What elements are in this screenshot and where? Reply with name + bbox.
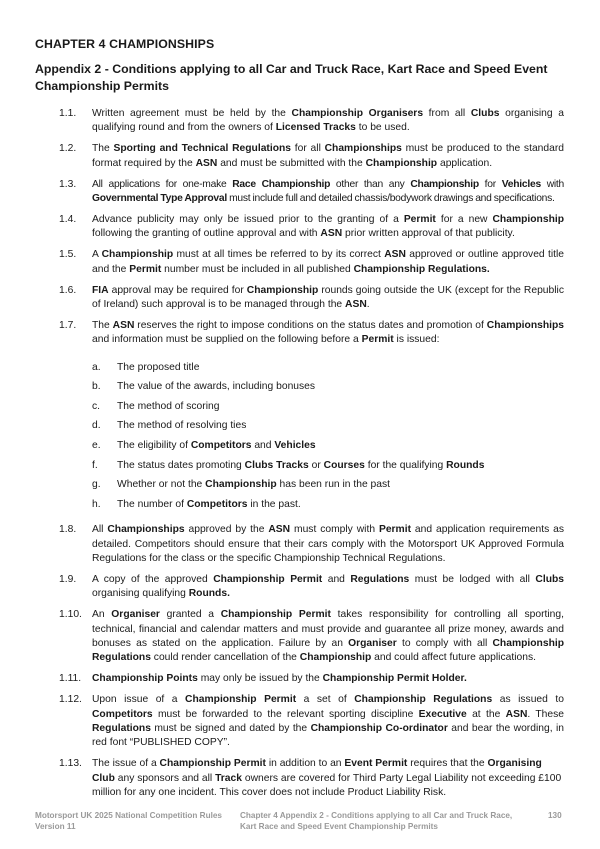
defined-term: Championship [365,157,438,169]
text-run: An [92,609,112,621]
clause-number: 1.1. [59,108,77,119]
text-run: organising qualifying [92,588,189,600]
text-run: or [308,459,324,471]
clause-text [92,319,564,348]
sub-item-text [117,498,301,512]
defined-term: ASN [384,249,406,261]
defined-term: Championship Permit [159,758,266,770]
footer-rulebook [35,810,235,832]
text-run: rounds going outside the UK (except for the Republic of Ireland) such approval is to be managed through the [92,284,564,310]
text-run: to be used. [355,122,410,134]
chapter-title: CHAPTER 4 CHAMPIONSHIPS [35,37,215,51]
text-run: and must be submitted with the [217,157,366,169]
clause-text [92,107,564,136]
defined-term: Clubs [470,108,500,119]
text-run: The proposed title [117,361,200,373]
text-run: in addition to an [265,758,345,770]
text-run: must include full and detailed chassis/bodywork drawings and specifications. [226,193,555,205]
clause-1-5 [0,248,600,277]
defined-term: Permit [378,524,412,536]
text-run: The [92,143,114,155]
defined-term: ASN [112,319,135,331]
clause-1-3 [0,178,600,207]
clause-text [92,248,564,277]
defined-term: Championship [492,213,565,225]
defined-term: Championship Permit [220,609,331,621]
text-run: takes responsibility for controlling all sporting, technical, financial and calendar matters and must provide and guarantee all prize money, awards and bonuses as stated on the application. Failure by an [92,609,564,649]
text-run: approval may be required for [108,284,247,296]
text-run: number must be included in all published [161,263,354,275]
text-run: for the qualifying [364,459,447,471]
defined-term: Championship Permit [213,573,323,585]
defined-term: Vehicles [274,440,316,451]
defined-term: Competitors [190,440,252,451]
defined-term: Championship [246,284,319,296]
defined-term: ASN [345,298,367,310]
text-run: organising a qualifying round and from the owners of [92,108,564,134]
defined-term: Organiser [348,637,397,649]
sub-item-text [117,478,390,492]
clause-number: 1.6. [59,284,77,296]
text-run: Advance publicity may only be issued prior to the granting of a [92,213,404,225]
defined-term: Championship Permit Holder. [322,673,467,685]
text-run: for [478,178,502,190]
text-run: Upon issue of a [92,694,186,706]
clause-number: 1.9. [59,573,77,585]
clause-1-7-sublist [0,361,600,512]
defined-term: Championship Organisers [291,108,424,119]
appendix-title: Appendix 2 - Conditions applying to all Car and Truck Race, Kart Race and Speed Event Championship Permits [35,62,548,93]
sub-item [0,478,600,492]
clause-1-12 [0,693,600,751]
defined-term: Licensed Tracks [275,122,356,134]
text-run: The value of the awards, including bonuses [117,381,316,393]
sub-item-text [117,439,316,453]
defined-term: Permit [403,213,436,225]
defined-term: ASN [195,157,218,169]
clause-1-4 [0,213,600,242]
sub-item-letter: b. [92,381,101,393]
sub-item-letter: e. [92,440,101,451]
defined-term: Track [215,772,242,784]
sub-item-letter: f. [92,459,98,471]
page-number: 130 [548,811,562,820]
text-run: . [366,298,370,310]
defined-term: Clubs [535,573,564,585]
text-run: and information must be supplied on the following before a [92,334,362,346]
text-run: requires that the [407,758,488,770]
defined-term: Championship [101,249,174,261]
footer-rulebook-title: Motorsport UK 2025 National Competition Rules [35,811,222,820]
clause-number: 1.7. [59,319,77,331]
text-run: must be produced to the standard format required by the [92,143,565,169]
text-run: is issued: [393,334,440,346]
clause-1-11 [0,672,600,686]
clause-1-7 [0,319,600,348]
sub-item-text [117,419,246,433]
clause-number: 1.3. [59,178,77,190]
clause-text [92,757,564,800]
text-run: The method of resolving ties [117,420,247,432]
footer-section-line-1: Chapter 4 Appendix 2 - Conditions applying to all Car and Truck Race, [240,811,513,820]
sub-item [0,380,600,394]
text-run: and [251,440,275,451]
defined-term: Competitors [92,708,153,720]
text-run: A copy of the approved [92,573,214,585]
defined-term: Championships [107,524,185,536]
text-run: a set of [296,694,355,706]
defined-term: Championship Permit [185,694,297,706]
clause-text [92,573,564,602]
sub-item-text [117,361,199,375]
defined-term: Sporting and Technical Regulations [113,143,292,155]
defined-term: FIA [92,284,109,296]
text-run: at the [466,708,506,720]
sub-item-text [117,380,315,394]
footer-section-line-2: Kart Race and Speed Event Championship Permits [240,822,438,831]
text-run: and application requirements as detailed. Competitors should ensure that their cars comply with the Motorsport UK Approved Formula Regulations for the class or the specific Championship Technical Regulations. [92,524,565,564]
defined-term: Rounds [446,459,485,471]
text-run: owners are covered for Third Party Legal Liability not exceeding £100 million for any one incident. This cover does not include Product Liability Risk. [92,772,562,799]
text-run: must be signed and dated by the [150,723,311,734]
text-run: with [540,178,565,190]
text-run: Written agreement must be held by the [92,108,292,119]
clause-text [92,693,564,751]
text-run: must at all times be referred to by its correct [173,249,385,261]
text-run: has been run in the past [276,479,391,491]
sub-item-letter: a. [92,361,101,373]
defined-term: Governmental Type Approval [92,193,227,205]
clause-number: 1.5. [59,249,77,261]
text-run: Whether or not the [117,479,206,491]
text-run: must be lodged with all [409,573,536,585]
text-run: to comply with all [396,637,493,649]
text-run: The eligibility of [117,440,191,451]
sub-item-letter: g. [92,479,101,491]
defined-term: Clubs Tracks [244,459,309,471]
clause-1-13 [0,757,600,800]
clause-1-2 [0,142,600,171]
text-run: reserves the right to impose conditions on the status dates and promotion of [134,319,487,331]
text-run: The method of scoring [117,400,220,412]
text-run: any sponsors and all [114,772,216,784]
text-run: for a new [435,213,493,225]
clause-text [92,284,564,313]
defined-term: Executive [418,708,467,720]
sub-item [0,419,600,433]
defined-term: Race Championship [232,178,331,190]
text-run: and could affect future applications. [371,652,536,664]
text-run: in the past. [247,498,301,510]
sub-item [0,361,600,375]
clause-number: 1.10. [59,609,82,621]
clause-1-10 [0,608,600,666]
clause-number: 1.4. [59,213,77,225]
clause-text [92,178,564,207]
defined-term: Event Permit [344,758,408,770]
sub-item-letter: d. [92,420,101,432]
sub-item-letter: h. [92,498,101,510]
text-run: The [92,319,113,331]
text-run: The issue of a [92,758,160,770]
clause-text [92,608,564,666]
clause-1-9 [0,573,600,602]
defined-term: Vehicles [501,178,541,190]
sub-item-letter: c. [92,400,101,412]
clause-number: 1.13. [59,758,82,770]
defined-term: Permit [129,263,162,275]
defined-term: Championship [299,652,372,664]
text-run: from all [423,108,471,119]
text-run: The status dates promoting [117,459,245,471]
clause-text [92,672,564,686]
defined-term: Championship [205,479,277,491]
text-run: may only be issued by the [197,673,323,685]
clause-text [92,213,564,242]
text-run: . These [527,708,565,720]
clause-number: 1.8. [59,524,77,536]
text-run: other than any [330,178,411,190]
defined-term: Permit [361,334,394,346]
text-run: approved by the [184,524,269,536]
defined-term: Championship Regulations [354,694,493,706]
defined-term: Regulations [92,723,151,734]
sub-item [0,400,600,414]
defined-term: Organising Club [92,758,542,784]
defined-term: Regulations [350,573,410,585]
clause-number: 1.2. [59,143,77,155]
defined-term: Organiser [111,609,160,621]
sub-item [0,459,600,473]
clause-text [92,523,564,566]
clause-list [0,107,600,807]
clause-number: 1.11. [59,673,82,685]
clause-1-8 [0,523,600,566]
clause-text [92,142,564,171]
text-run: as issued to [492,694,564,706]
text-run: A [92,249,102,261]
text-run: following the granting of outline approval and with [92,228,321,240]
text-run: All [92,524,108,536]
text-run: could render cancellation of the [150,652,300,664]
text-run: must comply with [290,524,379,536]
sub-item [0,498,600,512]
text-run: and bear the wording, in red font “PUBLISHED COPY”. [92,723,564,749]
text-run: prior written approval of that publicity. [342,228,515,240]
text-run: The number of [117,498,187,510]
text-run: All applications for one-make [92,178,233,190]
defined-term: ASN [505,708,528,720]
defined-term: Courses [323,459,365,471]
defined-term: Rounds. [188,588,230,600]
defined-term: Competitors [186,498,248,510]
defined-term: Championship Co-ordinator [310,723,448,734]
defined-term: ASN [268,524,291,536]
sub-item-text [117,400,219,414]
sub-item-text [117,459,484,473]
clause-1-1 [0,107,600,136]
text-run: granted a [159,609,221,621]
defined-term: Championship Regulations [92,637,565,664]
text-run: and [322,573,351,585]
clause-number: 1.12. [59,694,82,706]
clause-1-6 [0,284,600,313]
text-run: for all [291,143,325,155]
defined-term: Championship Regulations. [353,263,490,275]
footer-version: Version 11 [35,822,76,831]
text-run: approved or outline approved title and the [92,249,564,275]
defined-term: Championship [410,178,479,190]
defined-term: Championships [486,319,564,331]
defined-term: ASN [320,228,343,240]
sub-item [0,439,600,453]
footer-section [240,810,530,832]
defined-term: Championships [324,143,402,155]
text-run: application. [437,157,493,169]
text-run: must be forwarded to the relevant sporting discipline [152,708,419,720]
defined-term: Championship Points [92,673,198,685]
